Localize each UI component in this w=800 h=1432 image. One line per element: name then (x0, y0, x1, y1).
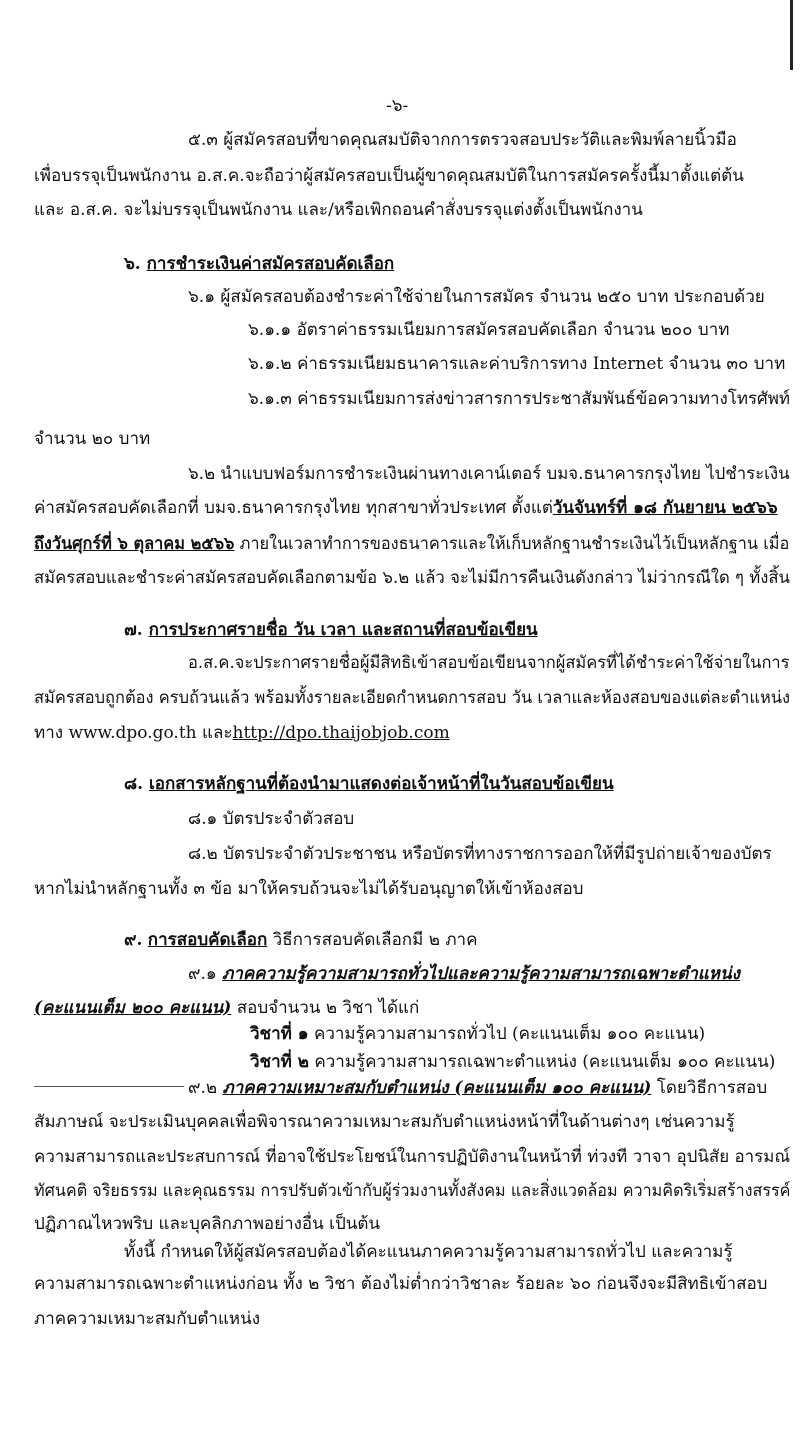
subject-2-text: ความรู้ความสามารถเฉพาะตำแหน่ง (คะแนนเต็ม ๑๐๐ คะแนน) (308, 1052, 776, 1072)
s9-1-line-1 (188, 962, 740, 986)
s9-2-number: ๙.๒ (188, 1078, 223, 1098)
page-number: -๖- (386, 96, 409, 116)
s6-2-line-2 (34, 496, 778, 520)
section-6-number: ๖. (124, 254, 141, 274)
s6-2-line-4: สมัครสอบและชำระค่าสมัครสอบคัดเลือกตามข้อ ๖.๒ แล้ว จะไม่มีการคืนเงินดังกล่าว ไม่ว่ากรณีใด ๆ ทั้งสิ้น (34, 568, 790, 588)
note-line-1: ทั้งนี้ กำหนดให้ผู้สมัครสอบต้องได้คะแนนภาคความรู้ความสามารถทั่วไป และความรู้ (124, 1242, 733, 1262)
s5-3-line-2: เพื่อบรรจุเป็นพนักงาน อ.ส.ค.จะถือว่าผู้สมัครสอบเป็นผู้ขาดคุณสมบัติในการสมัครครั้งนี้มาตั้งแต่ต้น (34, 166, 744, 186)
section-9-heading (124, 928, 477, 952)
note-line-3: ภาคความเหมาะสมกับตำแหน่ง (34, 1309, 261, 1329)
s6-2-line-3 (34, 532, 789, 556)
section-7-title: การประกาศรายชื่อ วัน เวลา และสถานที่สอบข้อเขียน (148, 620, 538, 640)
strike-artifact (34, 1086, 184, 1087)
section-6-heading (124, 252, 394, 276)
s9-1-title: ภาคความรู้ความสามารถทั่วไปและความรู้ความสามารถเฉพาะตำแหน่ง (222, 964, 740, 984)
s9-2-line-4: ทัศนคติ จริยธรรม และคุณธรรม การปรับตัวเข้ากับผู้ร่วมงานทั้งสังคม และสิ่งแวดล้อม ความคิดริเริ่มสร้างสรรค์ (34, 1181, 791, 1201)
note-line-2: ความสามารถเฉพาะตำแหน่งก่อน ทั้ง ๒ วิชา ต้องไม่ต่ำกว่าวิชาละ ร้อยละ ๖๐ ก่อนจึงจะมีสิทธิเข้าสอบ (34, 1274, 768, 1294)
s9-1-line-2 (34, 996, 419, 1020)
s5-3-line-3: และ อ.ส.ค. จะไม่บรรจุเป็นพนักงาน และ/หรือเพิกถอนคำสั่งบรรจุแต่งตั้งเป็นพนักงาน (34, 200, 643, 220)
s7-link[interactable]: http://dpo.thaijobjob.com (232, 723, 450, 743)
s9-2-line-1 (188, 1076, 767, 1100)
s6-1-2: ๖.๑.๒ ค่าธรรมเนียมธนาคารและค่าบริการทาง Internet จำนวน ๓๐ บาท (248, 354, 786, 374)
subject-1-label: วิชาที่ ๑ (250, 1024, 309, 1044)
s9-1-subject-2 (250, 1050, 775, 1074)
s9-2-line-2: สัมภาษณ์ จะประเมินบุคคลเพื่อพิจารณาความเหมาะสมกับตำแหน่งหน้าที่ในด้านต่างๆ เช่นความรู้ (34, 1112, 735, 1132)
subject-2-label: วิชาที่ ๒ (250, 1052, 309, 1072)
s6-1: ๖.๑ ผู้สมัครสอบต้องชำระค่าใช้จ่ายในการสมัคร จำนวน ๒๕๐ บาท ประกอบด้วย (188, 287, 765, 307)
section-8-heading (124, 772, 614, 796)
s6-2-start-date: วันจันทร์ที่ ๑๘ กันยายน ๒๕๖๖ (552, 498, 778, 518)
s9-1-number: ๙.๑ (188, 964, 223, 984)
s8-2: ๘.๒ บัตรประจำตัวประชาชน หรือบัตรที่ทางราชการออกให้ที่มีรูปถ่ายเจ้าของบัตร (188, 844, 772, 864)
section-9-rest: วิธีการสอบคัดเลือกมี ๒ ภาค (267, 930, 478, 950)
s9-2-line-5: ปฏิภาณไหวพริบ และบุคลิกภาพอย่างอื่น เป็นต้น (34, 1214, 381, 1234)
s8-1: ๘.๑ บัตรประจำตัวสอบ (188, 809, 355, 829)
scan-edge-mark (790, 0, 793, 70)
section-9-title: การสอบคัดเลือก (147, 930, 268, 950)
s6-2-text-2: ภายในเวลาทำการของธนาคารและให้เก็บหลักฐานชำระเงินไว้เป็นหลักฐาน เมื่อ (234, 534, 790, 554)
s7-line-1: อ.ส.ค.จะประกาศรายชื่อผู้มีสิทธิเข้าสอบข้อเขียนจากผู้สมัครที่ได้ชำระค่าใช้จ่ายในการ (188, 653, 790, 673)
s8-2-cont: หากไม่นำหลักฐานทั้ง ๓ ข้อ มาให้ครบถ้วนจะไม่ได้รับอนุญาตให้เข้าห้องสอบ (34, 879, 584, 899)
s9-2-desc: โดยวิธีการสอบ (651, 1078, 768, 1098)
s7-line-3 (34, 721, 450, 745)
section-8-title: เอกสารหลักฐานที่ต้องนำมาแสดงต่อเจ้าหน้าที่ในวันสอบข้อเขียน (148, 774, 614, 794)
s5-3-line-1: ๕.๓ ผู้สมัครสอบที่ขาดคุณสมบัติจากการตรวจสอบประวัติและพิมพ์ลายนิ้วมือ (188, 130, 737, 150)
s9-2-title: ภาคความเหมาะสมกับตำแหน่ง (คะแนนเต็ม ๑๐๐ คะแนน) (222, 1078, 652, 1098)
s9-1-score: (คะแนนเต็ม ๒๐๐ คะแนน) (34, 998, 232, 1018)
s9-1-desc: สอบจำนวน ๒ วิชา ได้แก่ (231, 998, 420, 1018)
section-7-heading (124, 618, 538, 642)
s6-2-line-1: ๖.๒ นำแบบฟอร์มการชำระเงินผ่านทางเคาน์เตอร์ บมจ.ธนาคารกรุงไทย ไปชำระเงิน (188, 464, 790, 484)
s9-2-line-3: ความสามารถและประสบการณ์ ที่อาจใช้ประโยชน์ในการปฏิบัติงานในหน้าที่ ท่วงที วาจา อุปนิสัย อารมณ์ (34, 1147, 791, 1167)
s6-2-text: ค่าสมัครสอบคัดเลือกที่ บมจ.ธนาคารกรุงไทย ทุกสาขาทั่วประเทศ ตั้งแต่ (34, 498, 553, 518)
s6-2-end-date: ถึงวันศุกร์ที่ ๖ ตุลาคม ๒๕๖๖ (34, 534, 235, 554)
s9-1-subject-1 (250, 1022, 705, 1046)
s6-1-1: ๖.๑.๑ อัตราค่าธรรมเนียมการสมัครสอบคัดเลือก จำนวน ๒๐๐ บาท (248, 320, 730, 340)
section-7-number: ๗. (124, 620, 143, 640)
s6-1-3: ๖.๑.๓ ค่าธรรมเนียมการส่งข่าวสารการประชาสัมพันธ์ข้อความทางโทรศัพท์ (248, 389, 791, 409)
s7-website-text: ทาง www.dpo.go.th และ (34, 723, 233, 743)
section-9-number: ๙. (124, 930, 143, 950)
s6-1-3-amount: จำนวน ๒๐ บาท (34, 429, 151, 449)
section-8-number: ๘. (124, 774, 144, 794)
subject-1-text: ความรู้ความสามารถทั่วไป (คะแนนเต็ม ๑๐๐ คะแนน) (308, 1024, 706, 1044)
s7-line-2: สมัครสอบถูกต้อง ครบถ้วนแล้ว พร้อมทั้งรายละเอียดกำหนดการสอบ วัน เวลาและห้องสอบของแต่ละตำแหน่ง (34, 688, 791, 708)
section-6-title: การชำระเงินค่าสมัครสอบคัดเลือก (146, 254, 395, 274)
